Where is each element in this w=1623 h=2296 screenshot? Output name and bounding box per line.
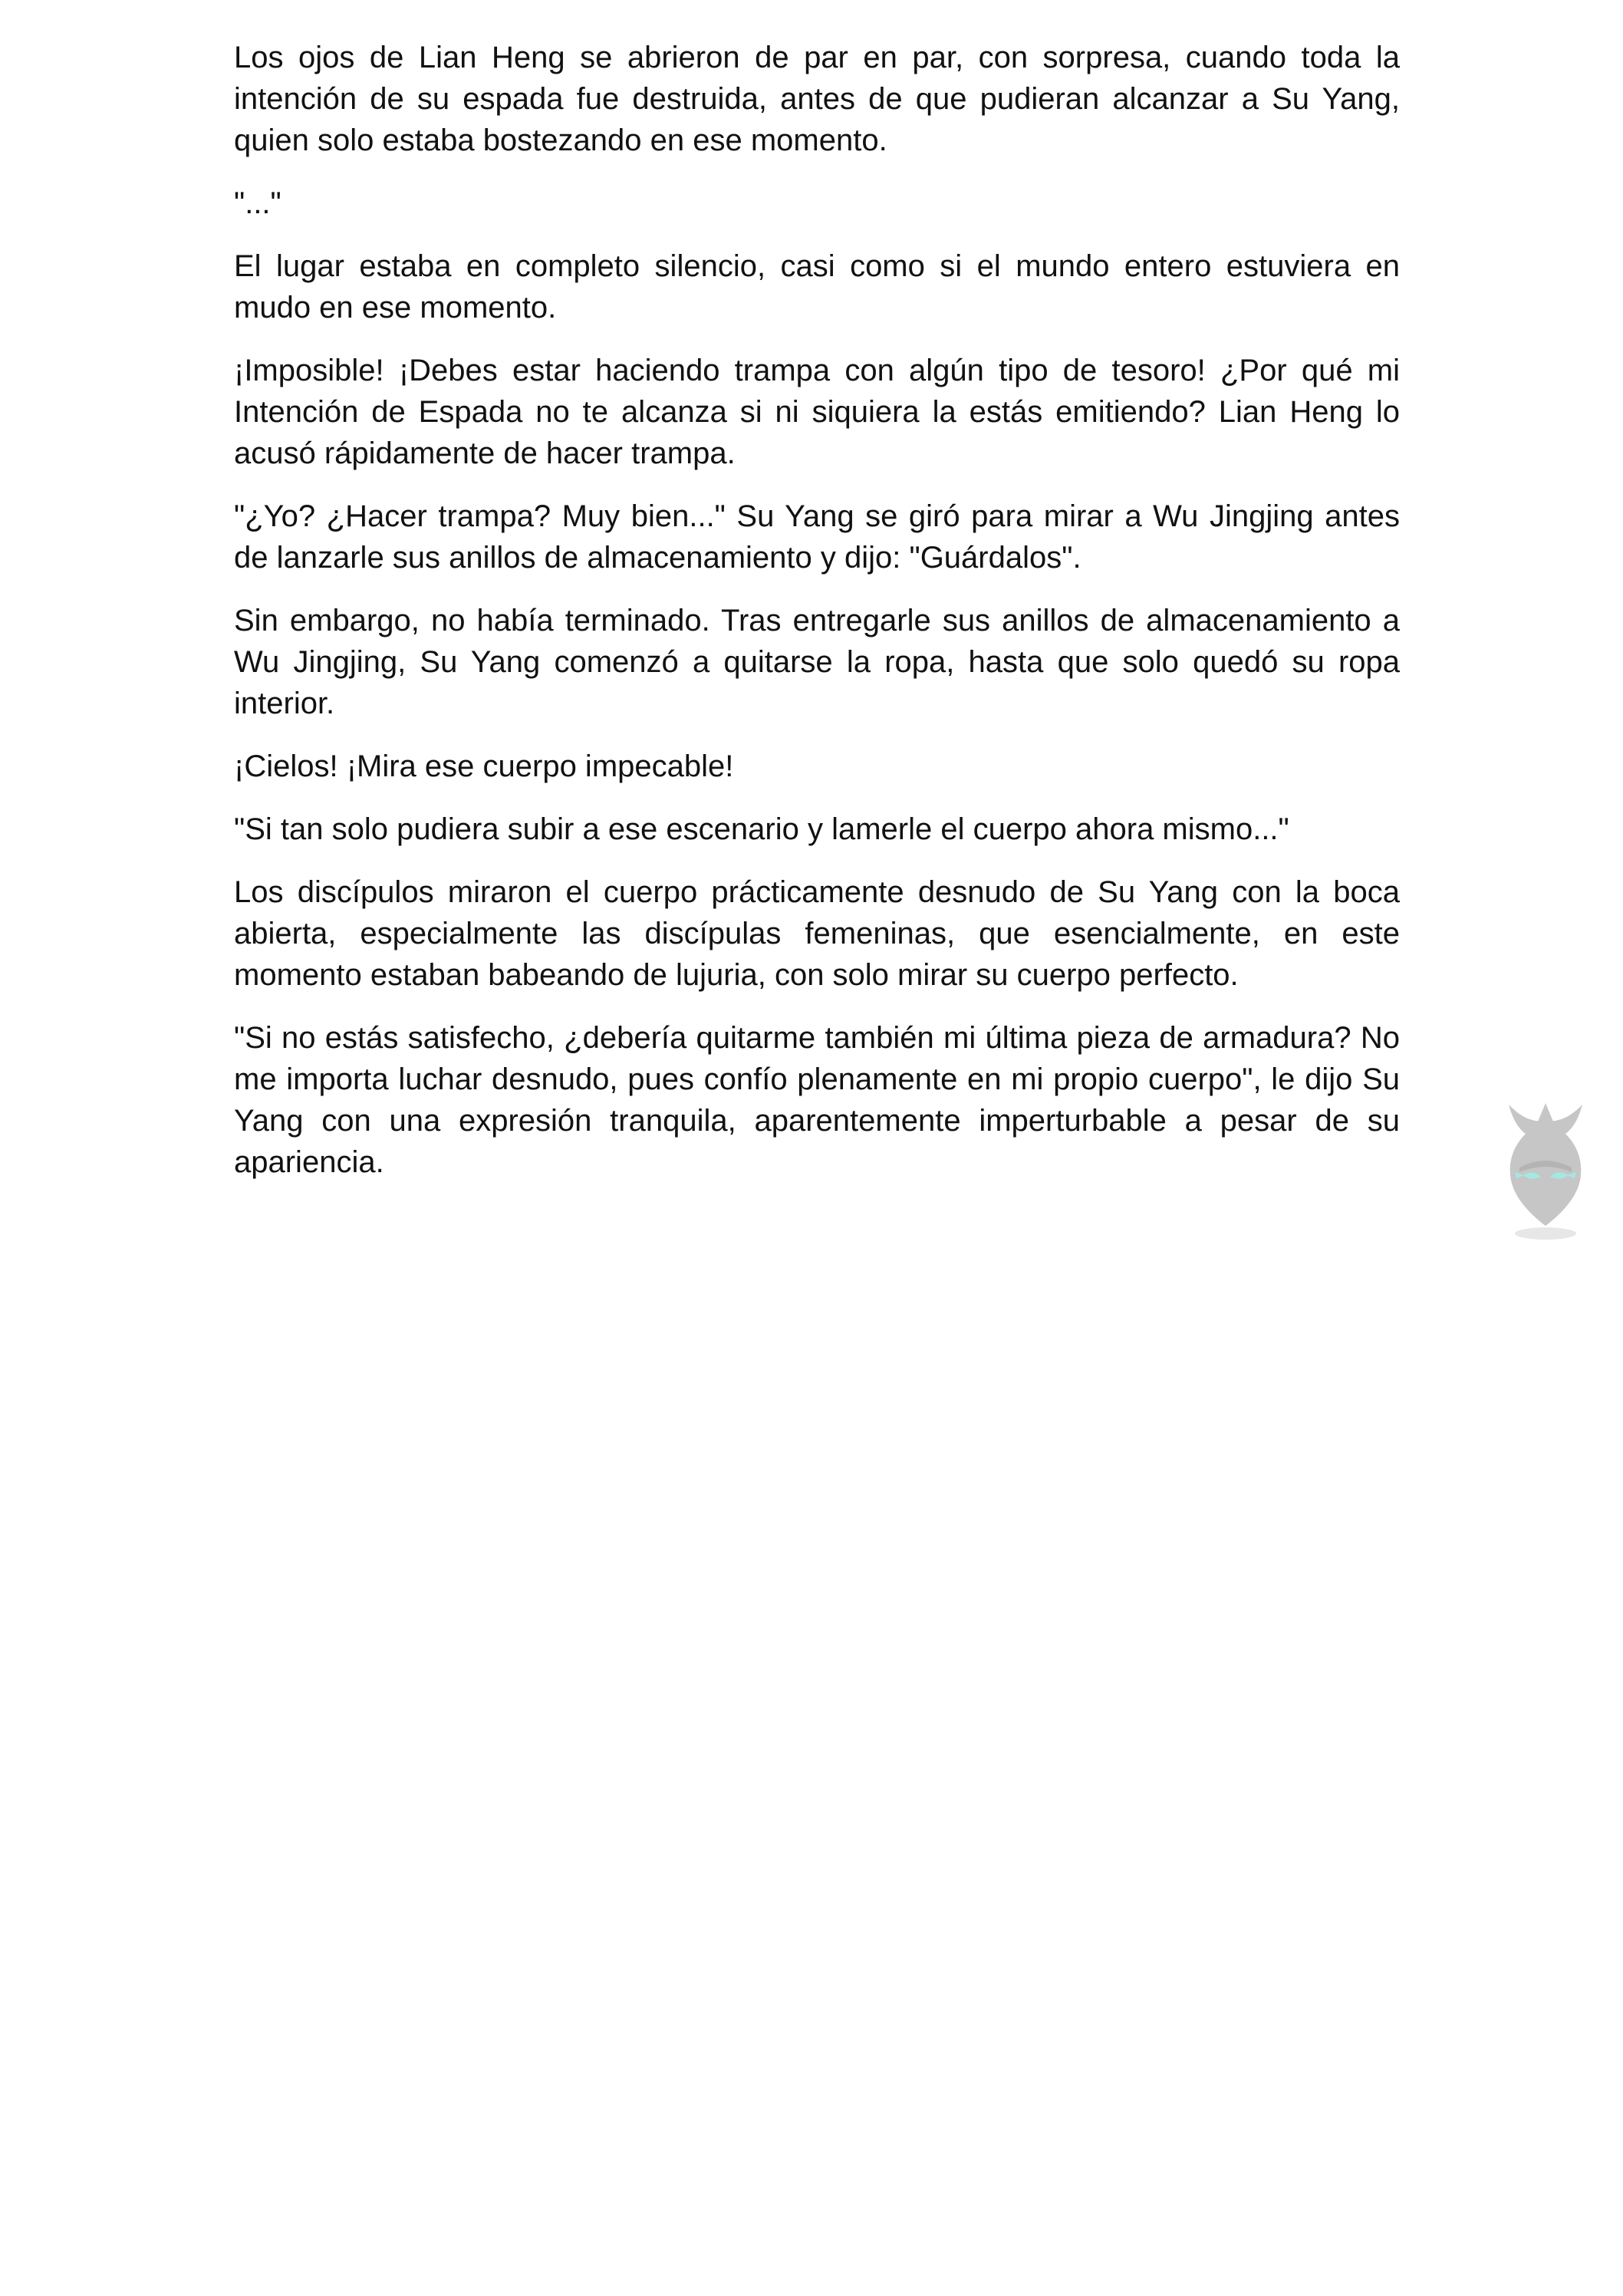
paragraph: "Si tan solo pudiera subir a ese escenario y lamerle el cuerpo ahora mismo..." [234, 812, 1289, 846]
paragraph: Los ojos de Lian Heng se abrieron de par en par, con sorpresa, cuando toda la intención de su espada fue destruida, antes de que pudieran alcanzar a Su Yang, quien solo estaba bostezando en ese momento. [234, 41, 1400, 157]
paragraph: El lugar estaba en completo silencio, casi como si el mundo entero estuviera en mudo en ese momento. [234, 249, 1400, 324]
paragraph: "..." [234, 186, 281, 220]
paragraph: ¡Imposible! ¡Debes estar haciendo trampa con algún tipo de tesoro! ¿Por qué mi Intención de Espada no te alcanza si ni siquiera la estás emitiendo? Lian Heng lo acusó rápidamente de hacer trampa. [234, 354, 1400, 470]
paragraph: ¡Cielos! ¡Mira ese cuerpo impecable! [234, 749, 734, 783]
paragraph: Los discípulos miraron el cuerpo prácticamente desnudo de Su Yang con la boca abierta, especialmente las discípulas femeninas, que esencialmente, en este momento estaban babeando de lujuria, con solo mirar su cuerpo perfecto. [234, 875, 1400, 992]
paragraph: "¿Yo? ¿Hacer trampa? Muy bien..." Su Yang se giró para mirar a Wu Jingjing antes de lanzarle sus anillos de almacenamiento y dijo: "Guárdalos". [234, 499, 1400, 575]
demon-head-icon [1469, 1074, 1622, 1250]
paragraph: Sin embargo, no había terminado. Tras entregarle sus anillos de almacenamiento a Wu Jingjing, Su Yang comenzó a quitarse la ropa, hasta que solo quedó su ropa interior. [234, 604, 1400, 720]
paragraph: "Si no estás satisfecho, ¿debería quitarme también mi última pieza de armadura? No me importa luchar desnudo, pues confío plenamente en mi propio cuerpo", le dijo Su Yang con una expresión tranquila, aparentemente imperturbable a pesar de su apariencia. [234, 1021, 1400, 1179]
text-body [234, 37, 1400, 1204]
